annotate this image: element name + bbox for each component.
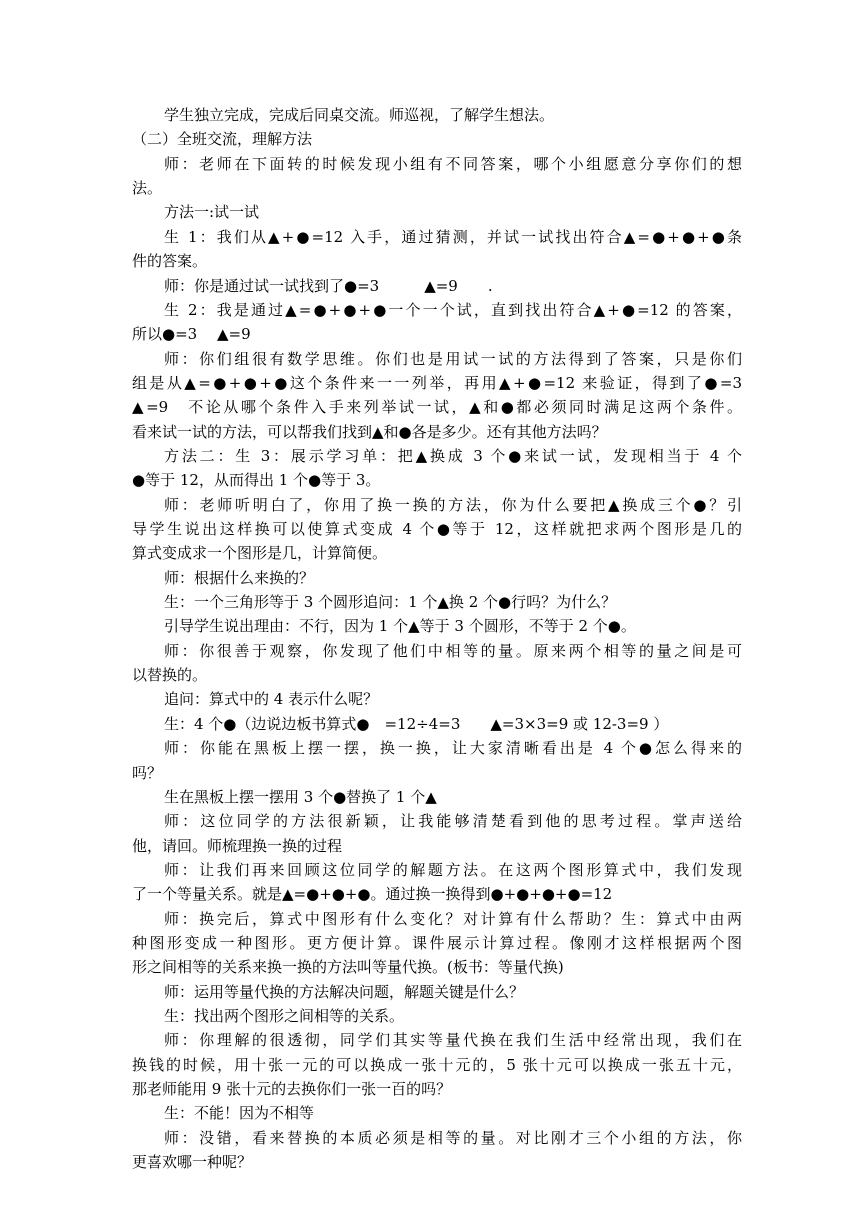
- text-line: 他，请回。师梳理换一换的过程: [132, 836, 343, 855]
- text-line: 师：你能在黑板上摆一摆，换一换，让大家清晰看出是 4 个●怎么得来的: [164, 739, 742, 758]
- text-line: 更喜欢哪一种呢？: [132, 1153, 253, 1171]
- text-line: 生 2：我是通过▲=●+●+●一个一个试，直到找出符合▲+●=12 的答案，: [164, 300, 742, 319]
- text-line: 导学生说出这样换可以使算式变成 4 个●等于 12，这样就把求两个图形是几的: [132, 520, 742, 538]
- text-line: 师：你理解的很透彻，同学们其实等量代换在我们生活中经常出现，我们在: [164, 1031, 742, 1050]
- text-line: 看来试一试的方法，可以帮我们找到▲和●各是多少。还有其他方法吗？: [132, 422, 607, 441]
- text-line: 师：根据什么来换的？: [164, 568, 315, 587]
- text-line: 生：找出两个图形之间相等的关系。: [164, 1007, 405, 1025]
- text-line: 生 1：我们从▲+●=12 入手，通过猜测，并试一试找出符合▲=●+●+●条: [164, 227, 742, 246]
- text-line: 生在黑板上摆一摆用 3 个●替换了 1 个▲: [164, 787, 437, 806]
- text-line: 师：你是通过试一试找到了●=3 ▲=9 .: [164, 276, 493, 295]
- text-line: 师：你们组很有数学思维。你们也是用试一试的方法得到了答案，只是你们: [164, 349, 742, 368]
- text-line: 以替换的。: [132, 666, 208, 685]
- text-line: （二）全班交流，理解方法: [132, 130, 313, 149]
- text-line: 了一个等量关系。就是▲=●+●+●。通过换一换得到●+●+●+●=12: [132, 885, 613, 904]
- text-line: 师：这位同学的方法很新颖，让我能够清楚看到他的思考过程。掌声送给: [164, 812, 742, 831]
- text-line: 师：让我们再来回顾这位同学的解题方法。在这两个图形算式中，我们发现: [164, 860, 742, 879]
- text-line: 吗？: [132, 763, 163, 782]
- text-line: 师：换完后，算式中图形有什么变化？对计算有什么帮助？生：算式中由两: [164, 909, 742, 928]
- text-line: 种图形变成一种图形。更方便计算。课件展示计算过程。像刚才这样根据两个图: [132, 933, 742, 952]
- text-line: 那老师能用 9 张十元的去换你们一张一百的吗？: [132, 1080, 452, 1098]
- text-line: 形之间相等的关系来换一换的方法叫等量代换。(板书：等量代换): [132, 958, 564, 977]
- text-line: 生：4 个●（边说边板书算式● =12÷4=3 ▲=3×3=9 或 12-3=9 ）: [164, 714, 669, 733]
- text-line: 生：一个三角形等于 3 个圆形追问：1 个▲换 2 个●行吗？为什么？: [164, 593, 617, 611]
- text-line: ●等于 12，从而得出 1 个●等于 3。: [132, 471, 381, 490]
- text-line: ▲=9 不论从哪个条件入手来列举试一试，▲和●都必须同时满足这两个条件。: [132, 398, 742, 417]
- text-line: 师：你很善于观察，你发现了他们中相等的量。原来两个相等的量之间是可: [164, 641, 742, 660]
- text-line: 法。: [132, 179, 163, 198]
- text-line: 学生独立完成，完成后同桌交流。师巡视，了解学生想法。: [164, 106, 555, 124]
- text-line: 算式变成求一个图形是几，计算简便。: [132, 544, 388, 563]
- text-line: 方法二：生 3：展示学习单：把▲换成 3 个●来试一试，发现相当于 4 个: [164, 446, 742, 465]
- text-line: 师：没错，看来替换的本质必须是相等的量。对比刚才三个小组的方法，你: [164, 1128, 742, 1147]
- text-line: 件的答案。: [132, 252, 208, 271]
- text-line: 生：不能！因为不相等: [164, 1104, 315, 1123]
- text-line: 师：老师在下面转的时候发现小组有不同答案，哪个小组愿意分享你们的想: [164, 154, 742, 173]
- text-line: 师：运用等量代换的方法解决问题，解题关键是什么？: [164, 982, 525, 1001]
- text-line: 换钱的时候，用十张一元的可以换成一张十元的，5 张十元可以换成一张五十元，: [132, 1055, 742, 1074]
- text-line: 方法一:试一试: [164, 203, 260, 222]
- text-line: 所以●=3 ▲=9: [132, 325, 251, 344]
- text-line: 组是从▲=●+●+●这个条件来一一列举，再用▲+●=12 来验证，得到了●=3: [132, 373, 742, 392]
- text-line: 追问：算式中的 4 表示什么呢？: [164, 690, 379, 709]
- text-line: 引导学生说出理由：不行，因为 1 个▲等于 3 个圆形，不等于 2 个●。: [164, 617, 636, 636]
- text-line: 师：老师听明白了，你用了换一换的方法，你为什么要把▲换成三个●？引: [164, 495, 742, 514]
